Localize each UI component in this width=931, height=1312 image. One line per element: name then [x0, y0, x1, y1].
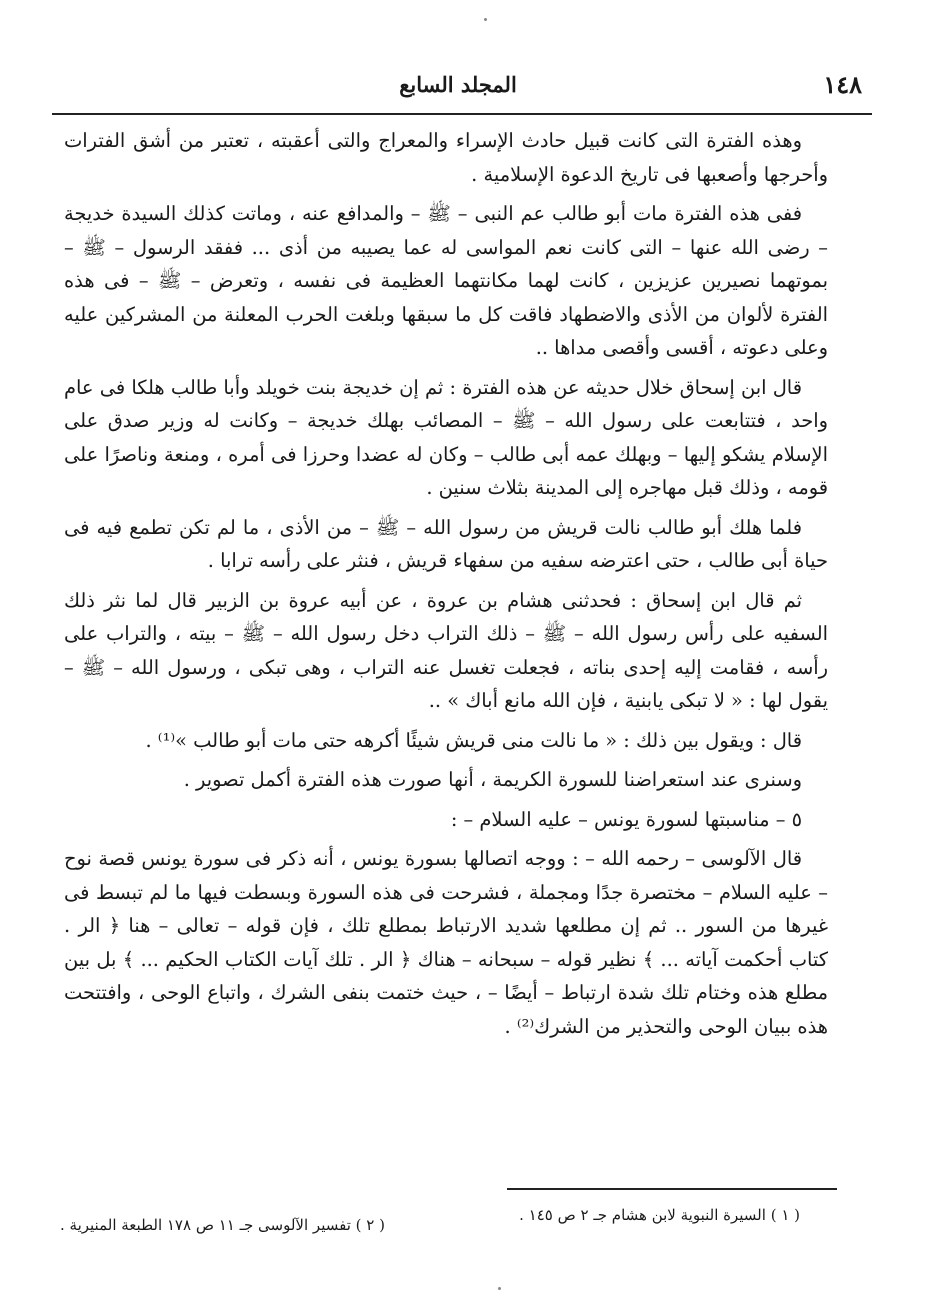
scan-speck: [498, 1287, 501, 1290]
footnote-1: ( ١ ) السيرة النبوية لابن هشام جـ ٢ ص ١٤٥ .: [519, 1206, 800, 1224]
paragraph-6: قال : ويقول بين ذلك : « ما نالت منى قريش شيئًا أكرهه حتى مات أبو طالب »⁽¹⁾ .: [145, 728, 802, 752]
paragraph-7: وسنرى عند استعراضنا للسورة الكريمة ، أنها صورت هذه الفترة أكمل تصوير .: [183, 768, 802, 791]
header-rule: [52, 113, 872, 115]
body-text: [64, 124, 828, 1049]
paragraph-2: ففى هذه الفترة مات أبو طالب عم النبى – ﷺ – والمدافع عنه ، وماتت كذلك السيدة خديجة – رضى الله عنها – التى كانت نعم المواسى له عما يصيبه من أذى ... ففقد الرسول – ﷺ – بموتهما نصيرين عزيزين ، كانت لهما مكانتهما العظيمة فى نفسه ، وتعرض – ﷺ – فى هذه الفترة لألوان من الأذى والاضطهاد فاقت كل ما سبقها وبلغت الحرب المعلنة من المشركين عليه وعلى دعوته ، أقسى وأقصى مداها ..: [64, 202, 828, 359]
scan-speck: [484, 18, 487, 21]
paragraph-8: قال الآلوسى – رحمه الله – : ووجه اتصالها بسورة يونس ، أنه ذكر فى سورة يونس قصة نوح – عليه السلام – مختصرة جدًا ومجملة ، فشرحت فى هذه السورة وبسطت فيها ما لم تبسط فى غيرها من السور .. ثم إن مطلعها شديد الارتباط بمطلع تلك ، فإن قوله – تعالى – هنا ﴿ الر . كتاب أحكمت آياته ... ﴾ نظير قوله – سبحانه – هناك ﴿ الر . تلك آيات الكتاب الحكيم ... ﴾ بل بين مطلع هذه وختام تلك شدة ارتباط – أيضًا – ، حيث ختمت بنفى الشرك ، واتباع الوحى ، وافتتحت هذه ببيان الوحى والتحذير من الشرك⁽²⁾ .: [64, 847, 828, 1038]
page-number: ١٤٨: [823, 70, 862, 99]
page-header: [50, 68, 866, 108]
paragraph-4: فلما هلك أبو طالب نالت قريش من رسول الله – ﷺ – من الأذى ، ما لم تكن تطمع فيه فى حياة أبى طالب ، حتى اعترضه سفيه من سفهاء قريش ، فنثر على رأسه ترابا .: [64, 515, 828, 572]
footnote-2: ( ٢ ) تفسير الآلوسى جـ ١١ ص ١٧٨ الطبعة المنيرية .: [60, 1216, 385, 1234]
section-heading: ٥ – مناسبتها لسورة يونس – عليه السلام – :: [450, 807, 802, 831]
running-title: المجلد السابع: [399, 72, 517, 97]
footnote-rule: [507, 1188, 837, 1190]
paragraph-3: قال ابن إسحاق خلال حديثه عن هذه الفترة : ثم إن خديجة بنت خويلد وأبا طالب هلكا فى عام واحد ، فتتابعت على رسول الله – ﷺ – المصائب بهلك خديجة – وكانت له وزير صدق على الإسلام يشكو إليها – وبهلك عمه أبى طالب – وكان له عضدا وحرزا فى أمره ، ومنعة وناصرًا على قومه ، وذلك قبل مهاجره إلى المدينة بثلاث سنين .: [64, 375, 828, 499]
paragraph-5: ثم قال ابن إسحاق : فحدثنى هشام بن عروة ، عن أبيه عروة بن الزبير قال لما نثر ذلك السفيه على رأس رسول الله – ﷺ – ذلك التراب دخل رسول الله – ﷺ – بيته ، والتراب على رأسه ، فقامت إليه إحدى بناته ، فجعلت تغسل عنه التراب ، وهى تبكى ، ورسول الله – ﷺ – يقول لها : « لا تبكى يابنية ، فإن الله مانع أباك » ..: [64, 588, 828, 712]
paragraph-1: وهذه الفترة التى كانت قبيل حادث الإسراء والمعراج والتى أعقبته ، تعتبر من أشق الفترات وأحرجها وأصعبها فى تاريخ الدعوة الإسلامية .: [64, 129, 828, 186]
